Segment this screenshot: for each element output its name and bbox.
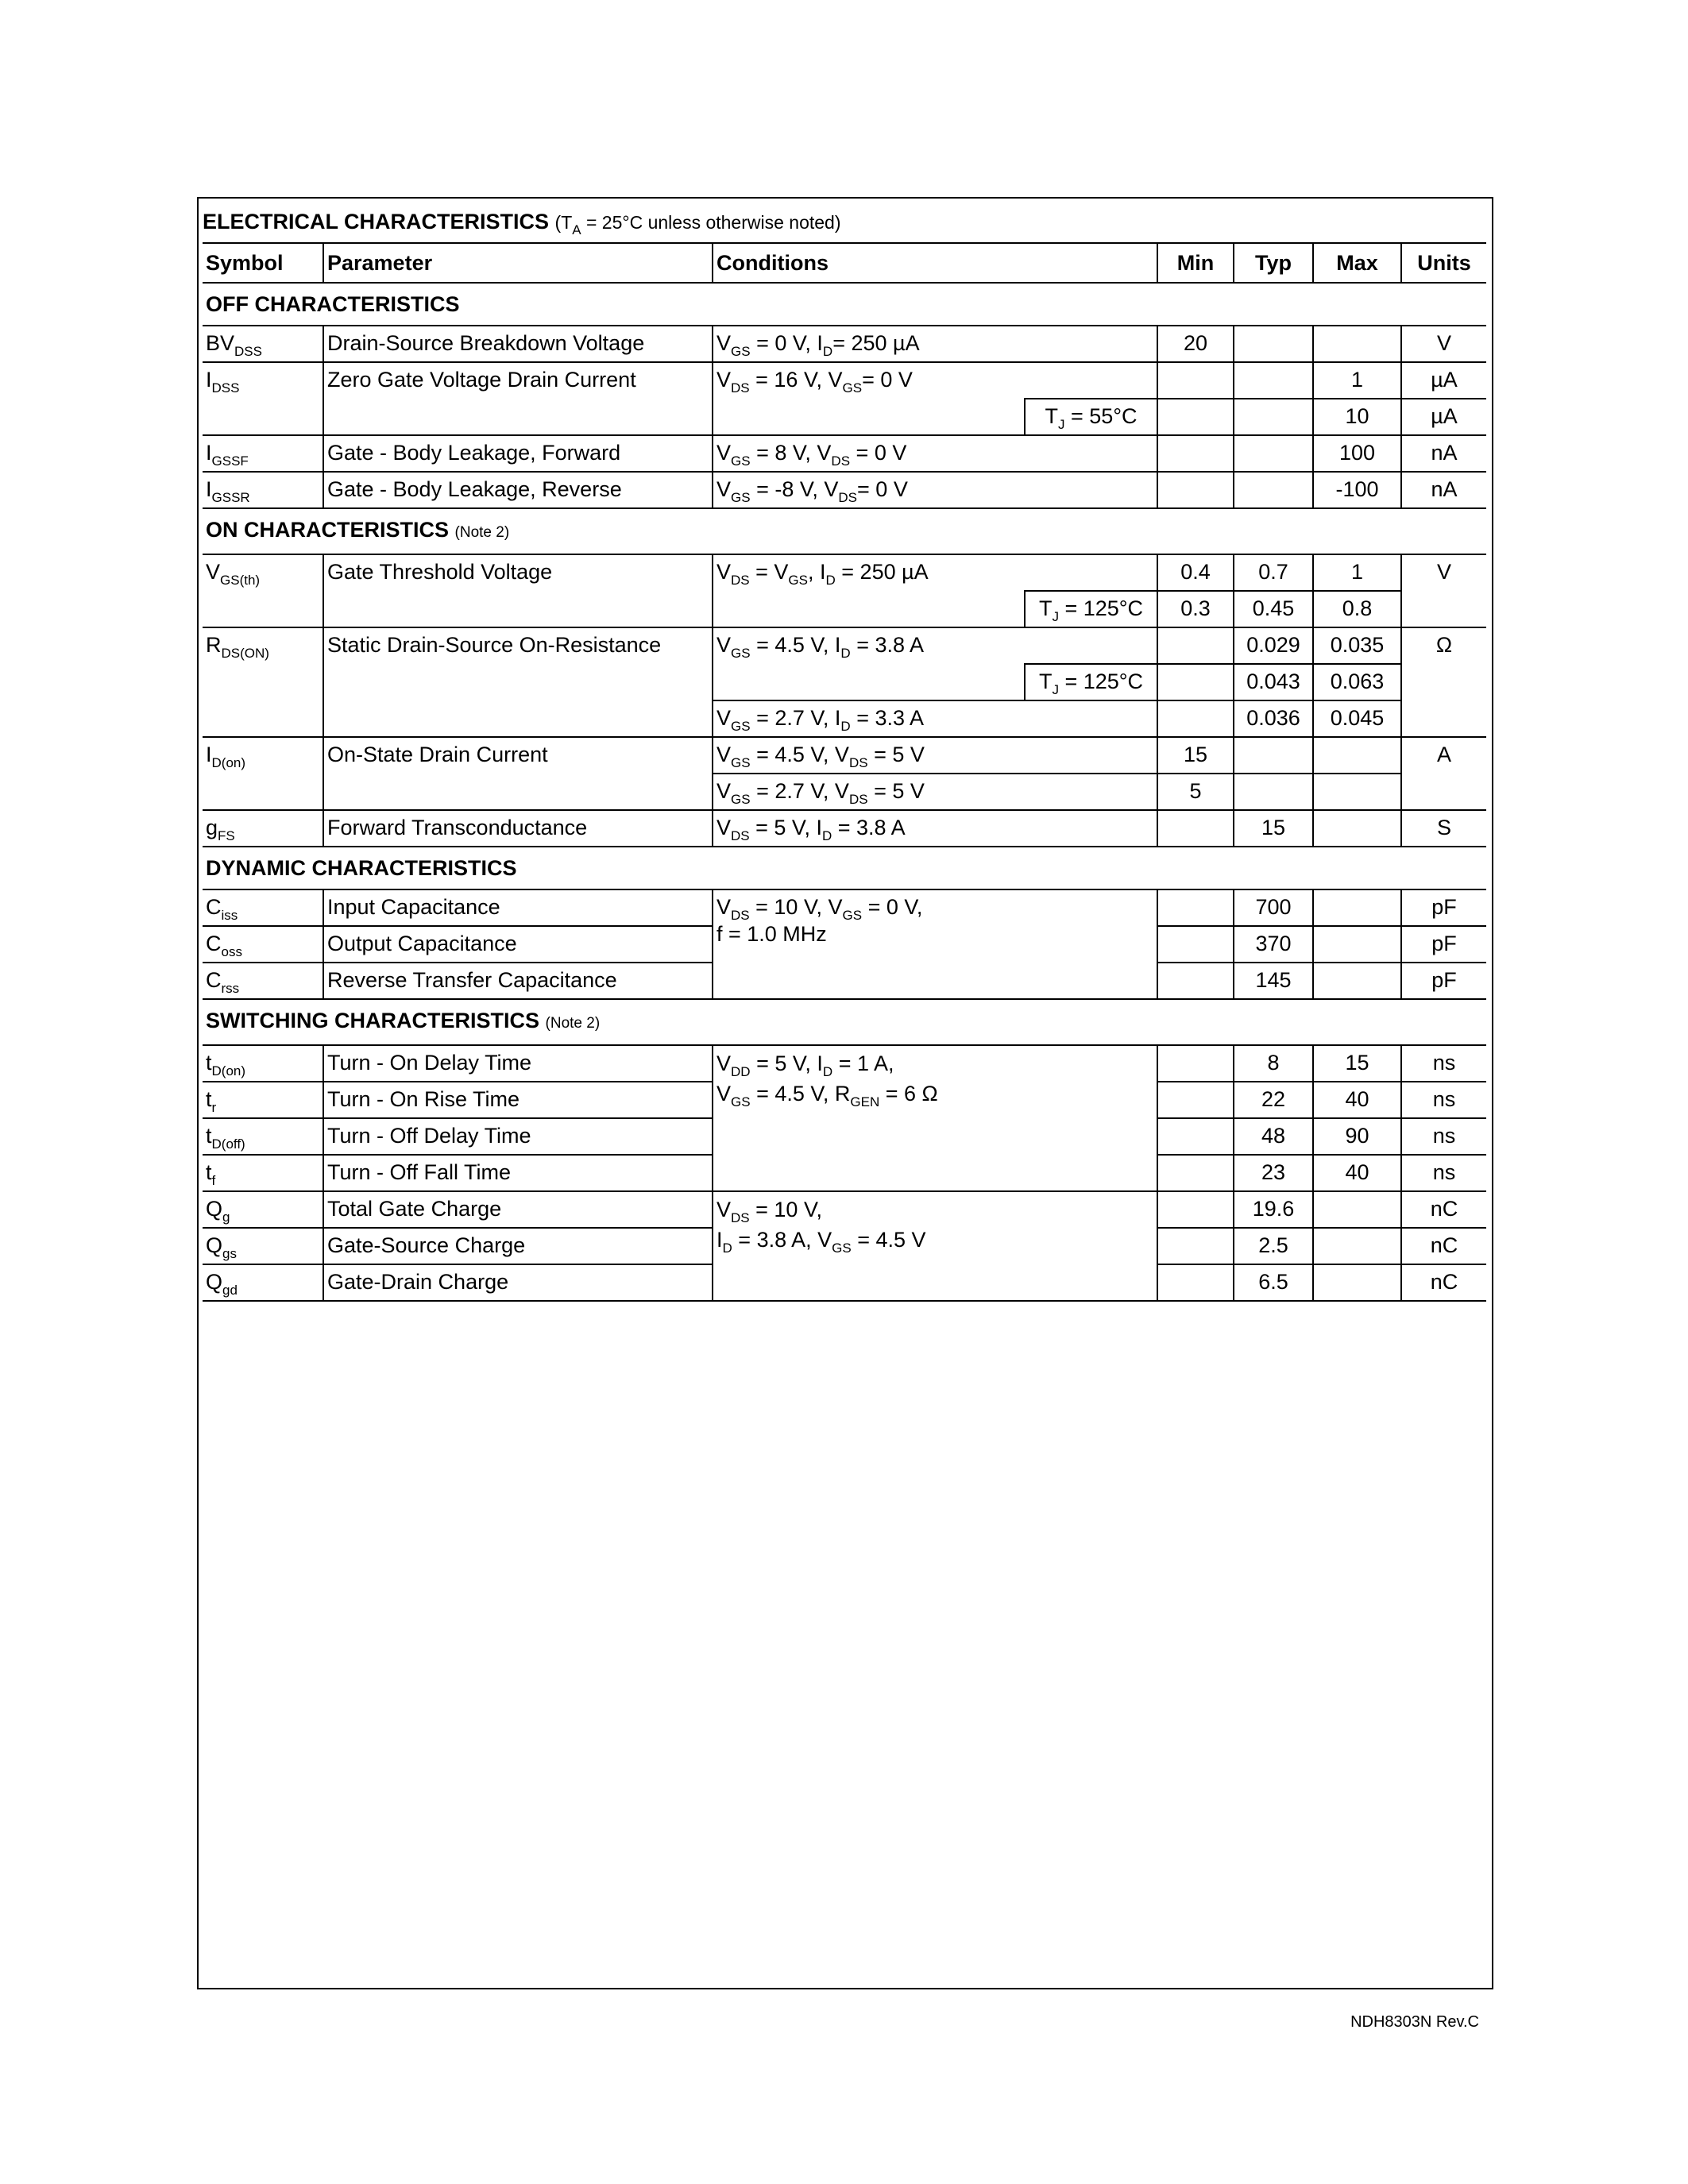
units-cell: µA xyxy=(1401,362,1486,399)
typ-cell: 0.7 xyxy=(1234,554,1313,591)
max-cell: -100 xyxy=(1313,472,1401,508)
min-cell xyxy=(1157,362,1234,399)
condition-cell: $V_{DS} = V_{GS}$, $I_D = 250$ µA xyxy=(713,554,1157,591)
typ-cell: 0.036 xyxy=(1234,700,1313,737)
min-cell: 20 xyxy=(1157,326,1234,362)
characteristics-table xyxy=(203,242,1486,1302)
units-cell: µA xyxy=(1401,399,1486,435)
parameter-cell: Turn - Off Delay Time xyxy=(323,1118,713,1155)
min-cell xyxy=(1157,399,1234,435)
units-cell: V xyxy=(1401,554,1486,627)
condition-cell: $V_{DS} = 5$ V, $I_D = 3.8$ A xyxy=(713,810,1157,847)
header-parameter: Parameter xyxy=(323,243,713,283)
section-off: OFF CHARACTERISTICS xyxy=(203,283,1486,326)
max-cell: 1 xyxy=(1313,362,1401,399)
typ-cell xyxy=(1234,435,1313,472)
parameter-cell: Gate - Body Leakage, Reverse xyxy=(323,472,713,508)
parameter-cell: Gate - Body Leakage, Forward xyxy=(323,435,713,472)
min-cell xyxy=(1157,1191,1234,1228)
section-switching: SWITCHING CHARACTERISTICS (Note 2) xyxy=(203,999,1486,1045)
section-row xyxy=(203,508,1486,554)
table-row xyxy=(203,472,1486,508)
condition-cell: $V_{GS} = -8$ V, $V_{DS}= 0$ V xyxy=(713,472,1157,508)
max-cell: 0.063 xyxy=(1313,664,1401,700)
typ-cell: 22 xyxy=(1234,1082,1313,1118)
condition-cell: $V_{GS} = 4.5$ V, $V_{DS} = 5$ V xyxy=(713,737,1157,774)
parameter-cell: On-State Drain Current xyxy=(323,737,713,810)
parameter-cell: Input Capacitance xyxy=(323,889,713,926)
parameter-cell: Forward Transconductance xyxy=(323,810,713,847)
max-cell xyxy=(1313,1228,1401,1264)
temperature-condition: $T_J = 125^\circ C$ xyxy=(1025,664,1157,700)
typ-cell xyxy=(1234,472,1313,508)
condition-cell: $V_{DS} = 16$ V, $V_{GS}= 0$ V xyxy=(713,362,1157,399)
min-cell xyxy=(1157,627,1234,664)
parameter-cell: Gate Threshold Voltage xyxy=(323,554,713,627)
typ-cell: 19.6 xyxy=(1234,1191,1313,1228)
symbol-cell: $t_{D(on)}$ xyxy=(203,1045,323,1082)
min-cell xyxy=(1157,472,1234,508)
typ-cell: 15 xyxy=(1234,810,1313,847)
parameter-cell: Static Drain-Source On-Resistance xyxy=(323,627,713,737)
units-cell: nA xyxy=(1401,472,1486,508)
min-cell xyxy=(1157,664,1234,700)
parameter-cell: Reverse Transfer Capacitance xyxy=(323,963,713,999)
min-cell xyxy=(1157,1155,1234,1191)
symbol-cell: $t_{D(off)}$ xyxy=(203,1118,323,1155)
symbol-cell: $C_{iss}$ xyxy=(203,889,323,926)
header-typ: Typ xyxy=(1234,243,1313,283)
min-cell xyxy=(1157,1045,1234,1082)
typ-cell xyxy=(1234,362,1313,399)
units-cell: pF xyxy=(1401,963,1486,999)
symbol-cell: $t_r$ xyxy=(203,1082,323,1118)
header-symbol: Symbol xyxy=(203,243,323,283)
symbol-cell: $Q_g$ xyxy=(203,1191,323,1228)
header-conditions: Conditions xyxy=(713,243,1157,283)
table-row xyxy=(203,810,1486,847)
units-cell: nA xyxy=(1401,435,1486,472)
min-cell xyxy=(1157,700,1234,737)
max-cell xyxy=(1313,1191,1401,1228)
max-cell xyxy=(1313,737,1401,774)
max-cell: 0.035 xyxy=(1313,627,1401,664)
typ-cell xyxy=(1234,399,1313,435)
header-units: Units xyxy=(1401,243,1486,283)
min-cell: 0.3 xyxy=(1157,591,1234,627)
units-cell: S xyxy=(1401,810,1486,847)
parameter-cell: Gate-Source Charge xyxy=(323,1228,713,1264)
typ-cell xyxy=(1234,326,1313,362)
parameter-cell: Gate-Drain Charge xyxy=(323,1264,713,1301)
units-cell: A xyxy=(1401,737,1486,810)
min-cell xyxy=(1157,1264,1234,1301)
document-revision: NDH8303N Rev.C xyxy=(1350,2013,1479,2031)
typ-cell: 700 xyxy=(1234,889,1313,926)
section-on: ON CHARACTERISTICS (Note 2) xyxy=(203,508,1486,554)
max-cell: 90 xyxy=(1313,1118,1401,1155)
min-cell xyxy=(1157,1118,1234,1155)
max-cell xyxy=(1313,963,1401,999)
condition-cell: $V_{GS} = 8$ V, $V_{DS} = 0$ V xyxy=(713,435,1157,472)
typ-cell: 370 xyxy=(1234,926,1313,963)
table-row xyxy=(203,554,1486,591)
typ-cell: 0.45 xyxy=(1234,591,1313,627)
min-cell xyxy=(1157,926,1234,963)
header-max: Max xyxy=(1313,243,1401,283)
typ-cell: 145 xyxy=(1234,963,1313,999)
parameter-cell: Zero Gate Voltage Drain Current xyxy=(323,362,713,435)
typ-cell: 0.043 xyxy=(1234,664,1313,700)
table-row xyxy=(203,1045,1486,1082)
condition-spacer xyxy=(713,591,1025,627)
typ-cell xyxy=(1234,774,1313,810)
parameter-cell: Output Capacitance xyxy=(323,926,713,963)
table-row xyxy=(203,627,1486,664)
max-cell: 100 xyxy=(1313,435,1401,472)
table-row xyxy=(203,737,1486,774)
title-note: ($T_A = 25^\circ C$ unless otherwise noted) xyxy=(554,212,841,237)
units-cell: ns xyxy=(1401,1118,1486,1155)
units-cell: ns xyxy=(1401,1155,1486,1191)
max-cell xyxy=(1313,774,1401,810)
symbol-cell: $BV_{DSS}$ xyxy=(203,326,323,362)
temperature-condition: $T_J = 55^\circ C$ xyxy=(1025,399,1157,435)
typ-cell: 6.5 xyxy=(1234,1264,1313,1301)
max-cell xyxy=(1313,810,1401,847)
condition-cell: $V_{GS} = 4.5$ V, $I_D = 3.8$ A xyxy=(713,627,1157,664)
table-title: ELECTRICAL CHARACTERISTICS ($T_A = 25^\circ C$ unless otherwise noted) xyxy=(203,210,841,237)
max-cell: 0.045 xyxy=(1313,700,1401,737)
typ-cell xyxy=(1234,737,1313,774)
condition-cell: $V_{DD} = 5$ V, $I_D = 1$ A, $V_{GS} = 4.5$ V, $R_{GEN} = 6$ Ω xyxy=(713,1045,1157,1191)
condition-cell: $V_{DS} = 10$ V, $I_D = 3.8$ A, $V_{GS} = 4.5$ V xyxy=(713,1191,1157,1301)
symbol-cell: $C_{oss}$ xyxy=(203,926,323,963)
parameter-cell: Turn - On Rise Time xyxy=(323,1082,713,1118)
table-row xyxy=(203,1191,1486,1228)
condition-spacer xyxy=(713,664,1025,700)
min-cell xyxy=(1157,810,1234,847)
condition-cell: $V_{GS} = 0$ V, $I_D= 250$ µA xyxy=(713,326,1157,362)
symbol-cell: $I_{GSSR}$ xyxy=(203,472,323,508)
min-cell xyxy=(1157,963,1234,999)
max-cell: 40 xyxy=(1313,1082,1401,1118)
section-row xyxy=(203,847,1486,889)
units-cell: pF xyxy=(1401,926,1486,963)
symbol-cell: $Q_{gs}$ xyxy=(203,1228,323,1264)
section-row xyxy=(203,283,1486,326)
min-cell: 0.4 xyxy=(1157,554,1234,591)
min-cell xyxy=(1157,435,1234,472)
symbol-cell: $I_{DSS}$ xyxy=(203,362,323,435)
units-cell: pF xyxy=(1401,889,1486,926)
units-cell: nC xyxy=(1401,1264,1486,1301)
typ-cell: 48 xyxy=(1234,1118,1313,1155)
max-cell xyxy=(1313,926,1401,963)
electrical-characteristics xyxy=(203,197,1486,1302)
min-cell: 5 xyxy=(1157,774,1234,810)
parameter-cell: Turn - Off Fall Time xyxy=(323,1155,713,1191)
symbol-cell: $I_{D(on)}$ xyxy=(203,737,323,810)
table-row xyxy=(203,889,1486,926)
symbol-cell: $Q_{gd}$ xyxy=(203,1264,323,1301)
parameter-cell: Turn - On Delay Time xyxy=(323,1045,713,1082)
typ-cell: 0.029 xyxy=(1234,627,1313,664)
max-cell xyxy=(1313,326,1401,362)
units-cell: ns xyxy=(1401,1045,1486,1082)
units-cell: nC xyxy=(1401,1191,1486,1228)
symbol-cell: $C_{rss}$ xyxy=(203,963,323,999)
table-row xyxy=(203,362,1486,399)
parameter-cell: Drain-Source Breakdown Voltage xyxy=(323,326,713,362)
max-cell: 10 xyxy=(1313,399,1401,435)
section-dynamic: DYNAMIC CHARACTERISTICS xyxy=(203,847,1486,889)
symbol-cell: $t_f$ xyxy=(203,1155,323,1191)
units-cell: ns xyxy=(1401,1082,1486,1118)
units-cell: V xyxy=(1401,326,1486,362)
symbol-cell: $R_{DS(ON)}$ xyxy=(203,627,323,737)
max-cell: 15 xyxy=(1313,1045,1401,1082)
condition-cell: $V_{GS} = 2.7$ V, $I_D = 3.3$ A xyxy=(713,700,1157,737)
condition-spacer xyxy=(713,399,1025,435)
min-cell xyxy=(1157,1082,1234,1118)
condition-cell: $V_{GS} = 2.7$ V, $V_{DS} = 5$ V xyxy=(713,774,1157,810)
header-min: Min xyxy=(1157,243,1234,283)
max-cell xyxy=(1313,889,1401,926)
parameter-cell: Total Gate Charge xyxy=(323,1191,713,1228)
table-row xyxy=(203,435,1486,472)
max-cell: 0.8 xyxy=(1313,591,1401,627)
section-row xyxy=(203,999,1486,1045)
symbol-cell: $V_{GS(th)}$ xyxy=(203,554,323,627)
min-cell xyxy=(1157,1228,1234,1264)
max-cell: 40 xyxy=(1313,1155,1401,1191)
temperature-condition: $T_J = 125^\circ C$ xyxy=(1025,591,1157,627)
typ-cell: 8 xyxy=(1234,1045,1313,1082)
symbol-cell: $I_{GSSF}$ xyxy=(203,435,323,472)
typ-cell: 2.5 xyxy=(1234,1228,1313,1264)
symbol-cell: $g_{FS}$ xyxy=(203,810,323,847)
condition-cell: $V_{DS} = 10$ V, $V_{GS} = 0$ V, f = 1.0 MHz xyxy=(713,889,1157,999)
max-cell: 1 xyxy=(1313,554,1401,591)
typ-cell: 23 xyxy=(1234,1155,1313,1191)
table-row xyxy=(203,326,1486,362)
min-cell: 15 xyxy=(1157,737,1234,774)
max-cell xyxy=(1313,1264,1401,1301)
header-row xyxy=(203,243,1486,283)
min-cell xyxy=(1157,889,1234,926)
units-cell: nC xyxy=(1401,1228,1486,1264)
units-cell: Ω xyxy=(1401,627,1486,737)
